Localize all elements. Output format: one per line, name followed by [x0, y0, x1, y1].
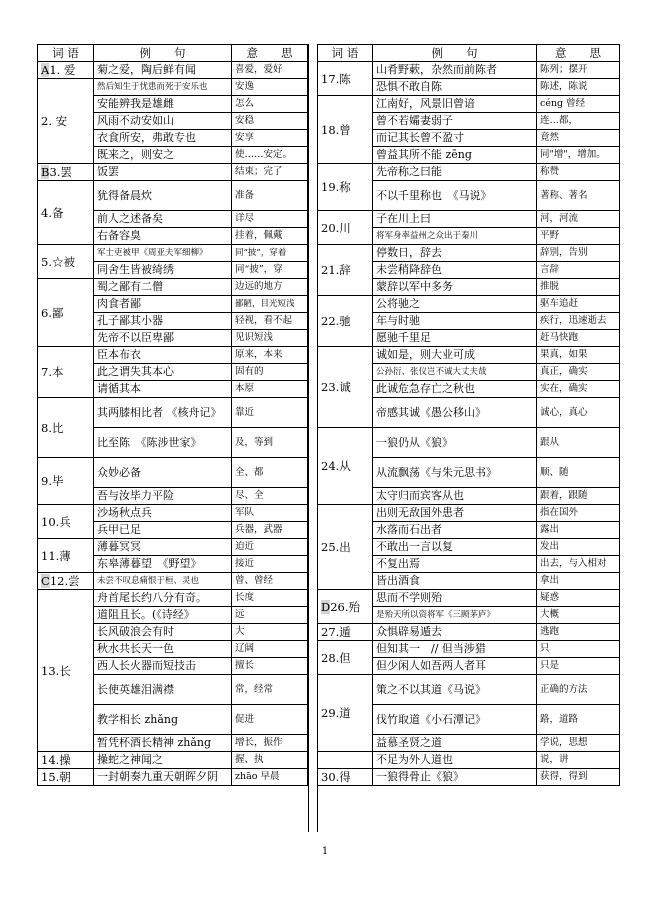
example-sentence: 吾与汝毕力平险 — [94, 488, 232, 505]
meaning-cell: 驱车追赶 — [537, 296, 620, 313]
meaning-cell: 安逸 — [232, 79, 308, 96]
example-sentence: 犹得备晨炊 — [94, 181, 232, 211]
meaning-cell: 固有的 — [232, 364, 308, 381]
example-sentence: 菊之爱，陶后鲜有闻 — [94, 62, 232, 79]
vocab-row — [38, 769, 308, 786]
meaning-cell: 尽、全 — [232, 488, 308, 505]
meaning-cell: 结束；完了 — [232, 164, 308, 181]
word-cell — [318, 675, 373, 752]
index-letter: D — [321, 599, 331, 614]
meaning-cell: 真正，确实 — [537, 364, 620, 381]
example-sentence: 不足为外人道也 — [373, 752, 537, 769]
word-label: 6.鄙 — [41, 305, 64, 320]
example-sentence: 公孙衍、张仪岂不诚大丈夫哉 — [373, 364, 537, 381]
example-sentence: 太守归而宾客从也 — [373, 488, 537, 505]
word-cell — [38, 505, 94, 539]
word-label: 2. 安 — [41, 114, 68, 128]
example-sentence: 不复出焉 — [373, 556, 537, 573]
example-sentence: 停数日，辞去 — [373, 245, 537, 262]
vocab-row — [318, 769, 620, 786]
example-sentence: 而记其长曾不盈寸 — [373, 130, 537, 147]
meaning-cell: 安稳 — [232, 113, 308, 130]
example-sentence: 此诚危急存亡之秋也 — [373, 381, 537, 398]
example-sentence: 但少闲人如吾两人者耳 — [373, 658, 537, 675]
example-sentence: 西人长火器而短技击 — [94, 658, 232, 675]
example-sentence: 薄暮冥冥 — [94, 539, 232, 556]
meaning-cell: 及，等到 — [232, 428, 308, 458]
meaning-cell: 准备 — [232, 181, 308, 211]
word-label: 11.薄 — [41, 548, 71, 563]
vocab-row — [318, 296, 620, 313]
meaning-cell: 陈述，陈说 — [537, 79, 620, 96]
word-label: 15.朝 — [41, 770, 71, 784]
meaning-cell: 怎么 — [232, 96, 308, 113]
meaning-cell: 常，经常 — [232, 675, 308, 705]
page-number: 1 — [321, 846, 329, 857]
meaning-cell: 逃跑 — [537, 624, 620, 641]
meaning-cell: 见识短浅 — [232, 330, 308, 347]
word-label: 5.☆被 — [41, 254, 75, 269]
word-cell — [318, 62, 373, 96]
header-meaning: 意 思 — [537, 45, 620, 62]
example-sentence: 同舍生皆被绮绣 — [94, 262, 232, 279]
vocab-table-left — [37, 44, 308, 786]
word-cell — [318, 296, 373, 347]
example-sentence: 恐惧不敢自陈 — [373, 79, 537, 96]
example-sentence: 不以千里称也 《马说》 — [373, 181, 537, 211]
example-sentence: 众妙必备 — [94, 458, 232, 488]
example-sentence: 先帝不以臣卑鄙 — [94, 330, 232, 347]
meaning-cell: 使……安定。 — [232, 147, 308, 164]
word-label: 29.道 — [321, 706, 351, 720]
example-sentence: 军士吏被甲《周亚夫军细柳》 — [94, 245, 232, 262]
meaning-cell: 疾行，迅速逝去 — [537, 313, 620, 330]
example-sentence: 饭罢 — [94, 164, 232, 181]
meaning-cell: 顺、随 — [537, 458, 620, 488]
vocab-row — [318, 347, 620, 364]
meaning-cell: 只 — [537, 641, 620, 658]
example-sentence: 思而不学则殆 — [373, 590, 537, 607]
vocab-row — [318, 590, 620, 607]
meaning-cell: 露出 — [537, 522, 620, 539]
vocab-row — [318, 211, 620, 228]
index-letter: B — [41, 165, 50, 179]
meaning-cell: 竟然 — [537, 130, 620, 147]
meaning-cell: 实在，确实 — [537, 381, 620, 398]
example-sentence: 肉食者鄙 — [94, 296, 232, 313]
meaning-cell: 挂着，佩戴 — [232, 228, 308, 245]
meaning-cell: céng 曾经 — [537, 96, 620, 113]
word-label: 22.驰 — [321, 314, 351, 328]
example-sentence: 曾不若孀妻弱子 — [373, 113, 537, 130]
vocab-row — [38, 347, 308, 364]
example-sentence: 曾益其所不能 zēng — [373, 147, 537, 164]
word-cell — [38, 164, 94, 181]
example-sentence: 是殆天所以资将军《三顾茅庐》 — [373, 607, 537, 624]
vocab-row — [38, 539, 308, 556]
meaning-cell: 详尽 — [232, 211, 308, 228]
example-sentence: 然后知生于忧患而死于安乐也 — [94, 79, 232, 96]
header-row — [38, 45, 308, 62]
meaning-cell: 陈列；摆开 — [537, 62, 620, 79]
word-label: 8.比 — [41, 420, 64, 435]
example-sentence: 一狼仍从《狼》 — [373, 428, 537, 458]
meaning-cell: 说，讲 — [537, 752, 620, 769]
vocab-row — [318, 245, 620, 262]
meaning-cell: 正确的方法 — [537, 675, 620, 705]
meaning-cell: 果真，如果 — [537, 347, 620, 364]
right-column — [317, 44, 619, 786]
meaning-cell: 增长，振作 — [232, 735, 308, 752]
meaning-cell: 称赞 — [537, 164, 620, 181]
meaning-cell: 大 — [232, 624, 308, 641]
meaning-cell: zhāo 早晨 — [232, 769, 308, 786]
word-label: 19.称 — [321, 180, 351, 194]
header-example: 例 句 — [373, 45, 537, 62]
vocab-row — [318, 624, 620, 641]
word-label: 26.殆 — [330, 599, 361, 614]
word-label: 4.备 — [41, 205, 64, 220]
vocab-row — [38, 79, 308, 96]
example-sentence: 山肴野蔌，杂然而前陈者 — [373, 62, 537, 79]
example-sentence: 皆出酒食 — [373, 573, 537, 590]
word-cell — [38, 769, 94, 786]
word-cell — [318, 211, 373, 245]
example-sentence: 沙场秋点兵 — [94, 505, 232, 522]
example-sentence: 臣本布衣 — [94, 347, 232, 364]
meaning-cell: 安享 — [232, 130, 308, 147]
meaning-cell: 出去，与入相对 — [537, 556, 620, 573]
meaning-cell: 指在国外 — [537, 505, 620, 522]
meaning-cell: 拿出 — [537, 573, 620, 590]
meaning-cell: 赶马快跑 — [537, 330, 620, 347]
word-cell — [318, 245, 373, 296]
vocab-row — [318, 62, 620, 79]
word-label: 23.诚 — [321, 380, 351, 394]
word-cell — [38, 62, 94, 79]
example-sentence: 一封朝奏九重天朝晖夕阴 — [94, 769, 232, 786]
header-word: 词 语 — [318, 45, 373, 62]
left-column — [37, 44, 307, 786]
meaning-cell: 鄙陋，目光短浅 — [232, 296, 308, 313]
word-label: 25.出 — [321, 540, 351, 554]
word-cell — [318, 347, 373, 428]
example-sentence: 策之不以其道《马说》 — [373, 675, 537, 705]
meaning-cell: 发出 — [537, 539, 620, 556]
word-label: 1. 爱 — [49, 63, 76, 77]
vocab-row — [38, 164, 308, 181]
word-cell — [318, 428, 373, 505]
meaning-cell: 长度 — [232, 590, 308, 607]
example-sentence: 秋水共长天一色 — [94, 641, 232, 658]
word-label: 13.长 — [41, 663, 71, 678]
example-sentence: 诚如是，则大业可成 — [373, 347, 537, 364]
meaning-cell: 河，河流 — [537, 211, 620, 228]
word-cell — [318, 164, 373, 211]
example-sentence: 益慕圣贤之道 — [373, 735, 537, 752]
meaning-cell: 原来，本来 — [232, 347, 308, 364]
word-label: 21.辞 — [321, 263, 351, 277]
word-cell — [318, 641, 373, 675]
example-sentence: 安能辨我是雄雌 — [94, 96, 232, 113]
word-cell — [38, 539, 94, 573]
word-label: 18.曾 — [321, 122, 351, 137]
meaning-cell: 喜爱，爱好 — [232, 62, 308, 79]
meaning-cell: 曾、曾经 — [232, 573, 308, 590]
meaning-cell: 迫近 — [232, 539, 308, 556]
example-sentence: 水落而石出者 — [373, 522, 537, 539]
vocab-row — [38, 279, 308, 296]
meaning-cell: 擅长 — [232, 658, 308, 675]
example-sentence: 从流飘荡《与朱元思书》 — [373, 458, 537, 488]
meaning-cell: 同"增"，增加。 — [537, 147, 620, 164]
word-cell — [318, 590, 373, 624]
word-label: 14.操 — [41, 753, 71, 767]
example-sentence: 愿驰千里足 — [373, 330, 537, 347]
example-sentence: 先帝称之曰能 — [373, 164, 537, 181]
vocab-row — [318, 752, 620, 769]
example-sentence: 风雨不动安如山 — [94, 113, 232, 130]
meaning-cell: 全、都 — [232, 458, 308, 488]
vocab-row — [38, 458, 308, 488]
example-sentence: 道阻且长。(《诗经》 — [94, 607, 232, 624]
example-sentence: 将军身率益州之众出于秦川 — [373, 228, 537, 245]
header-row — [318, 45, 620, 62]
meaning-cell: 大概 — [537, 607, 620, 624]
index-letter: A — [41, 63, 50, 77]
vocab-table-right — [317, 44, 620, 786]
meaning-cell: 只是 — [537, 658, 620, 675]
example-sentence: 伐竹取道《小石潭记》 — [373, 705, 537, 735]
meaning-cell: 本原 — [232, 381, 308, 398]
word-label: 10.兵 — [41, 514, 71, 529]
example-sentence: 不敢出一言以复 — [373, 539, 537, 556]
meaning-cell: 兵器，武器 — [232, 522, 308, 539]
meaning-cell: 跟从 — [537, 428, 620, 458]
word-label: 17.陈 — [321, 71, 351, 86]
vocab-row — [318, 675, 620, 705]
vocab-row — [318, 505, 620, 522]
word-label: 30.得 — [321, 770, 351, 784]
vocab-row — [38, 398, 308, 428]
example-sentence: 出则无敌国外患者 — [373, 505, 537, 522]
word-cell — [38, 79, 94, 164]
meaning-cell: 远 — [232, 607, 308, 624]
word-label: 28.但 — [321, 650, 351, 665]
meaning-cell: 促进 — [232, 705, 308, 735]
vocab-row — [318, 428, 620, 458]
example-sentence: 长风破浪会有时 — [94, 624, 232, 641]
word-cell — [318, 624, 373, 641]
vocab-row — [38, 181, 308, 211]
word-label: 3.罢 — [49, 165, 72, 179]
vocab-row — [38, 62, 308, 79]
word-cell — [38, 181, 94, 245]
vocab-row — [318, 96, 620, 113]
word-cell — [38, 279, 94, 347]
vocab-row — [38, 245, 308, 262]
word-label: 27.遁 — [321, 625, 351, 639]
meaning-cell: 辞别，告别 — [537, 245, 620, 262]
example-sentence: 但知其一 // 但当涉猎 — [373, 641, 537, 658]
header-example: 例 句 — [94, 45, 232, 62]
example-sentence: 教学相长 zhǎng — [94, 705, 232, 735]
word-cell — [318, 769, 373, 786]
meaning-cell: 握、执 — [232, 752, 308, 769]
meaning-cell: 路，道路 — [537, 705, 620, 735]
example-sentence: 比至陈 《陈涉世家》 — [94, 428, 232, 458]
example-sentence: 衣食所安，弗敢专也 — [94, 130, 232, 147]
word-cell — [38, 398, 94, 458]
example-sentence: 未尝稍降辞色 — [373, 262, 537, 279]
example-sentence: 长使英雄泪满襟 — [94, 675, 232, 705]
meaning-cell: 诚心，真心 — [537, 398, 620, 428]
example-sentence: 子在川上曰 — [373, 211, 537, 228]
example-sentence: 未尝不叹息痛恨于桓、灵也 — [94, 573, 232, 590]
meaning-cell: 学说，思想 — [537, 735, 620, 752]
index-letter: C — [41, 574, 50, 588]
meaning-cell: 推脱 — [537, 279, 620, 296]
example-sentence: 右备容臭 — [94, 228, 232, 245]
header-word: 词 语 — [38, 45, 94, 62]
example-sentence: 此之谓失其本心 — [94, 364, 232, 381]
vocab-row — [318, 641, 620, 658]
example-sentence: 舟首尾长约八分有奇。 — [94, 590, 232, 607]
example-sentence: 东皋薄暮望 《野望》 — [94, 556, 232, 573]
example-sentence: 江南好，风景旧曾谙 — [373, 96, 537, 113]
meaning-cell: 靠近 — [232, 398, 308, 428]
example-sentence: 众惧辟易遁去 — [373, 624, 537, 641]
meaning-cell: 接近 — [232, 556, 308, 573]
word-cell — [318, 505, 373, 590]
meaning-cell: 军队 — [232, 505, 308, 522]
example-sentence: 操蛇之神闻之 — [94, 752, 232, 769]
meaning-cell: 同“披”，穿着 — [232, 245, 308, 262]
meaning-cell: 连…都， — [537, 113, 620, 130]
word-cell — [38, 573, 94, 590]
word-cell — [318, 752, 373, 769]
example-sentence: 暂凭杯酒长精神 zhǎng — [94, 735, 232, 752]
vocab-row — [38, 752, 308, 769]
meaning-cell: 著称、著名 — [537, 181, 620, 211]
meaning-cell: 平野 — [537, 228, 620, 245]
meaning-cell: 辽阔 — [232, 641, 308, 658]
example-sentence: 一狼得骨止《狼》 — [373, 769, 537, 786]
meaning-cell: 疑惑 — [537, 590, 620, 607]
example-sentence: 年与时驰 — [373, 313, 537, 330]
example-sentence: 请循其本 — [94, 381, 232, 398]
example-sentence: 兵甲已足 — [94, 522, 232, 539]
word-cell — [38, 245, 94, 279]
word-cell — [38, 347, 94, 398]
vocab-row — [38, 573, 308, 590]
vocab-row — [38, 590, 308, 607]
word-label: 7.本 — [41, 365, 64, 379]
word-label: 9.毕 — [41, 474, 64, 488]
example-sentence: 前人之述备矣 — [94, 211, 232, 228]
example-sentence: 既来之，则安之 — [94, 147, 232, 164]
word-label: 20.川 — [321, 220, 351, 235]
vocab-row — [318, 164, 620, 181]
word-cell — [318, 96, 373, 164]
example-sentence: 蜀之鄙有二僧 — [94, 279, 232, 296]
example-sentence: 其两膝相比者 《核舟记》 — [94, 398, 232, 428]
word-cell — [38, 590, 94, 752]
example-sentence: 蒙辞以军中多务 — [373, 279, 537, 296]
example-sentence: 孔子鄙其小器 — [94, 313, 232, 330]
word-label: 24.从 — [321, 459, 351, 473]
vocab-row — [38, 505, 308, 522]
meaning-cell: 跟着，跟随 — [537, 488, 620, 505]
example-sentence: 帝感其诚《愚公移山》 — [373, 398, 537, 428]
header-meaning: 意 思 — [232, 45, 308, 62]
meaning-cell: 边远的地方 — [232, 279, 308, 296]
word-cell — [38, 458, 94, 505]
meaning-cell: 言辞 — [537, 262, 620, 279]
meaning-cell: 轻视，看不起 — [232, 313, 308, 330]
word-cell — [38, 752, 94, 769]
example-sentence: 公将驰之 — [373, 296, 537, 313]
meaning-cell: 获得，得到 — [537, 769, 620, 786]
word-label: 12.尝 — [49, 574, 80, 588]
meaning-cell: 同“披”，穿 — [232, 262, 308, 279]
